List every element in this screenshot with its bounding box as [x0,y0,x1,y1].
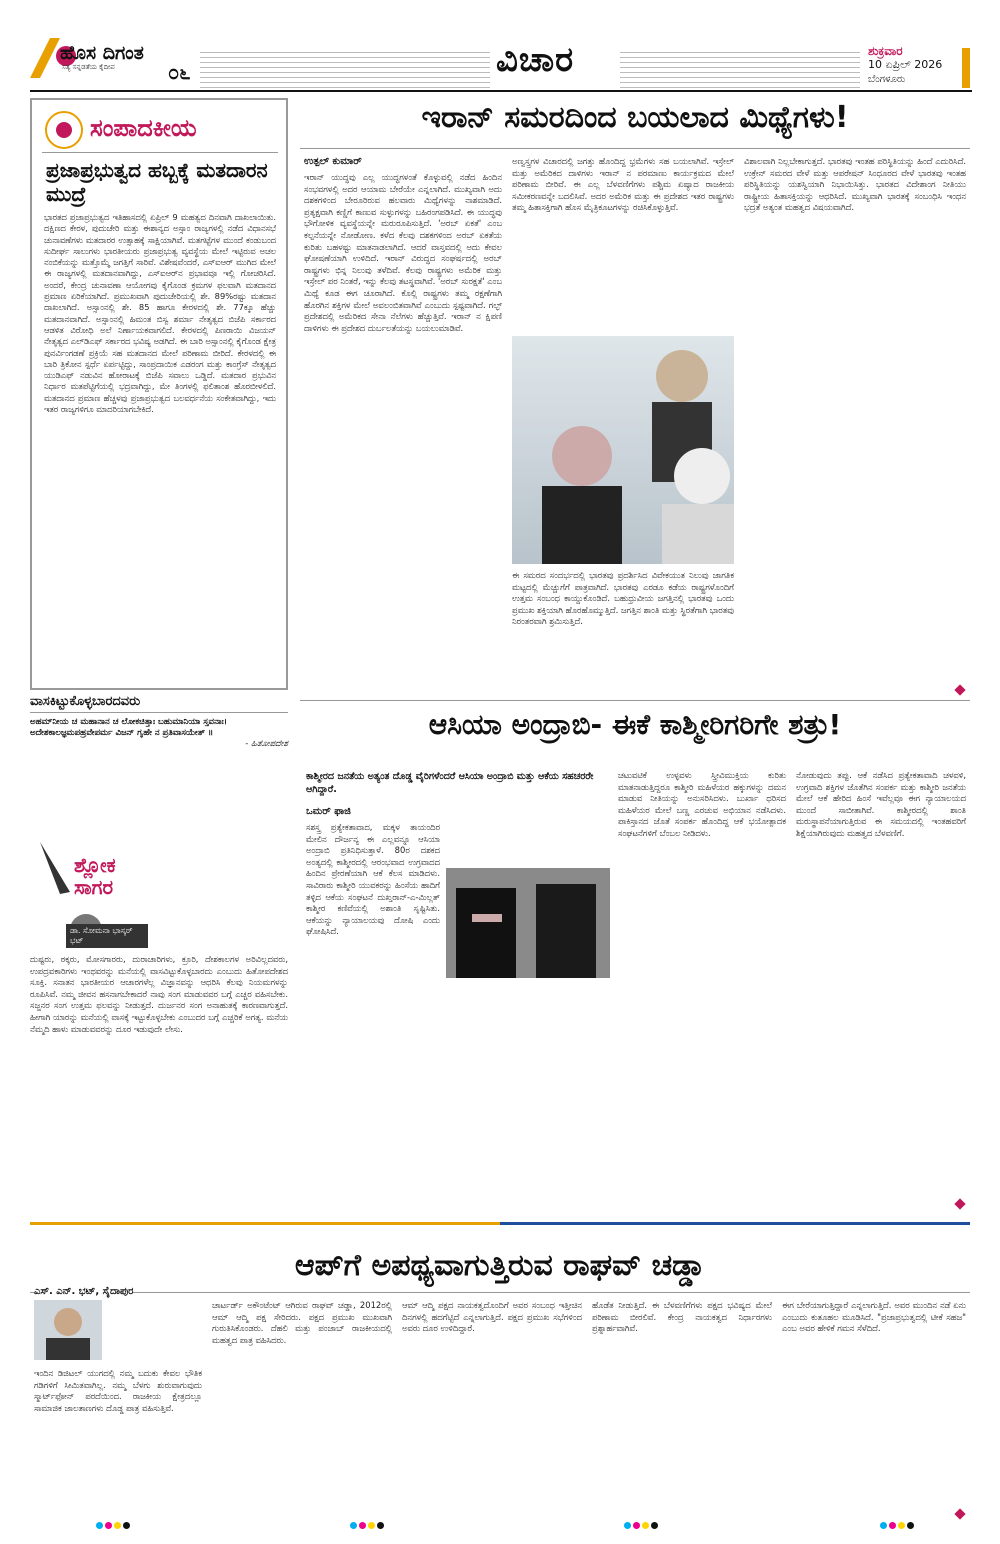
editorial-emblem-icon [44,110,84,150]
editorial-box [30,98,288,690]
page-number: ೦೬ [168,60,191,84]
mid-byline: ಒಮರ್ ಫಾಜಿ [306,806,351,817]
author-avatar-icon [34,1300,102,1360]
color-strip-right [500,1222,970,1225]
divider [300,148,970,149]
end-mark-icon [954,684,965,695]
author-photo [34,1300,102,1360]
main-col-3: ವಿಶಾಲವಾಗಿ ನಿಲ್ಲಬೇಕಾಗುತ್ತದೆ. ಭಾರತವು ಇಂತಹ ಪರಿಸ್ಥಿತಿಯನ್ನು ಹಿಂದೆ ಎದುರಿಸಿದೆ. ಉಕ್ರೇನ್ ಸಮರದ ವೇಳೆ ಮತ್ತು ಆಪರೇಷನ್ ಸಿಂಧೂರದ ವೇಳೆ ಭಾರತವು ಇಂತಹ ಪರಿಸ್ಥಿತಿಯನ್ನು ಯಶಸ್ವಿಯಾಗಿ ನಿಭಾಯಿಸಿತ್ತು. ಭಾರತದ ವಿದೇಶಾಂಗ ನೀತಿಯು ರಾಷ್ಟ್ರೀಯ ಹಿತಾಸಕ್ತಿಯನ್ನು ಆಧರಿಸಿದೆ. ಮುಖ್ಯವಾಗಿ ಭಾರತಕ್ಕೆ ಸಂಬಂಧಿಸಿ ಇಂಧನ ಭದ್ರತೆ ಅತ್ಯಂತ ಮಹತ್ವದ ವಿಷಯವಾಗಿದೆ. [744,156,966,213]
mid-subhead: ಕಾಶ್ಮೀರದ ಜನತೆಯ ಅತ್ಯಂತ ದೊಡ್ಡ ವೈರಿಗಳೆಂದರೆ ಆಸಿಯಾ ಅಂದ್ರಾಬಿ ಮತ್ತು ಆಕೆಯ ಸಹಚರರೇ ಆಗಿದ್ದಾರೆ. [306,771,594,795]
mid-image [446,868,610,978]
editorial-body: ಭಾರತದ ಪ್ರಜಾಪ್ರಭುತ್ವದ ಇತಿಹಾಸದಲ್ಲಿ ಏಪ್ರಿಲ್ 9 ಮಹತ್ವದ ದಿನವಾಗಿ ದಾಖಲಾಯಿತು. ದಕ್ಷಿಣದ ಕೇರಳ, ಪುದುಚೇರಿ ಮತ್ತು ಈಶಾನ್ಯದ ಅಸ್ಸಾಂ ರಾಜ್ಯಗಳಲ್ಲಿ ನಡೆದ ವಿಧಾನಸಭೆ ಚುನಾವಣೆಗಳು ಮತದಾರರ ಉತ್ಸಾಹಕ್ಕೆ ಸಾಕ್ಷಿಯಾಗಿವೆ. ಮತಗಟ್ಟೆಗಳ ಮುಂದೆ ಕಂಡುಬಂದ ಸುದೀರ್ಘ ಸಾಲುಗಳು ಭಾರತೀಯರು ಪ್ರಜಾಪ್ರಭುತ್ವ ವ್ಯವಸ್ಥೆಯ ಮೇಲೆ ಇಟ್ಟಿರುವ ಅಚಲ ನಂಬಿಕೆಯನ್ನು ಮತ್ತೊಮ್ಮೆ ಜಗತ್ತಿಗೆ ಸಾರಿವೆ. ವಿಶೇಷವೆಂದರೆ, ಎಸ್‌ಐಆರ್ ಮುಗಿದ ಮೇಲೆ ಈ ರಾಜ್ಯಗಳಲ್ಲಿ ಮತದಾನವಾಗಿದ್ದು, ಎಸ್‌ಐಆರ್‌ನ ಪ್ರಭಾವವೂ ಇಲ್ಲಿ ಗೋಚರಿಸಿದೆ. ಅಂದರೆ, ಕೇಂದ್ರ ಚುನಾವಣಾ ಆಯೋಗವು ಕೈಗೊಂಡ ಕ್ರಮಗಳ ಫಲವಾಗಿ ಮತದಾನದ ಪ್ರಮಾಣ ಏರಿಕೆಯಾಗಿದೆ. ಪ್ರಮುಖವಾಗಿ ಪುದುಚೇರಿಯಲ್ಲಿ ಶೇ. 89%ರಷ್ಟು ಮತದಾನ ದಾಖಲಾಗಿದೆ. ಅಸ್ಸಾಂನಲ್ಲಿ ಶೇ. 85 ಹಾಗೂ ಕೇರಳದಲ್ಲಿ ಶೇ. 77ಕ್ಕೂ ಹೆಚ್ಚು ಮತದಾನವಾಗಿದೆ. ಅಸ್ಸಾಂನಲ್ಲಿ ಹಿಮಂತ ಬಿಸ್ವ ಶರ್ಮಾ ನೇತೃತ್ವದ ಬಿಜೆಪಿ ಸರ್ಕಾರದ ಆಡಳಿತ ವಿರೋಧಿ ಅಲೆ ನಿರ್ಣಾಯಕವಾಗಲಿದೆ. ಕೇರಳದಲ್ಲಿ ಪಿಣರಾಯಿ ವಿಜಯನ್ ನೇತೃತ್ವದ ಎಲ್‌ಡಿಎಫ್ ಸರ್ಕಾರದ ಭವಿಷ್ಯ ಅಡಗಿದೆ. ಈ ಬಾರಿ ಅಸ್ಸಾಂನಲ್ಲಿ ಕೈಗೊಂಡ ಕ್ಷೇತ್ರ ಪುನರ್ವಿಂಗಡಣೆ ಪ್ರಕ್ರಿಯೆ ಸಹ ಮತದಾನದ ಮೇಲೆ ಪರಿಣಾಮ ಬೀರಿದೆ. ಕೇರಳದಲ್ಲಿ ಈ ಬಾರಿ ತ್ರಿಕೋನ ಸ್ಪರ್ಧೆ ಏರ್ಪಟ್ಟಿದ್ದು, ಸಾಂಪ್ರದಾಯಿಕ ಎಡರಂಗ ಮತ್ತು ಕಾಂಗ್ರೆಸ್ ನೇತೃತ್ವದ ಯುಡಿಎಫ್ ನಡುವಿನ ಹೋರಾಟಕ್ಕೆ ಬಿಜೆಪಿ ಸವಾಲು ಒಡ್ಡಿದೆ. ಮತದಾರ ಪ್ರಭುವಿನ ನಿರ್ಧಾರ ಮತಪೆಟ್ಟಿಗೆಯಲ್ಲಿ ಭದ್ರವಾಗಿದ್ದು, ಮೇ ತಿಂಗಳಲ್ಲಿ ಫಲಿತಾಂಶ ಹೊರಬೀಳಲಿದೆ. ಮತದಾನದ ಪ್ರಮಾಣ ಹೆಚ್ಚಳವು ಪ್ರಜಾಪ್ರಭುತ್ವದ ಬಲವರ್ಧನೆಯ ಸಂಕೇತವಾಗಿದ್ದು, ಇದು ಇತರ ರಾಜ್ಯಗಳಿಗೂ ಮಾದರಿಯಾಗಬೇಕಿದೆ. [44,212,276,415]
main-headline: ಇರಾನ್ ಸಮರದಿಂದ ಬಯಲಾದ ಮಿಥ್ಯೆಗಳು! [421,100,849,135]
date-day: ಶುಕ್ರವಾರ [868,44,903,58]
shloka-body: ದುಷ್ಟರು, ಠಕ್ಕರು, ಮೋಸಗಾರರು, ದುರಾಚಾರಿಗಳು, ಕ್ರೂರಿ, ದೇಶಕಾಲಗಳ ಅರಿವಿಲ್ಲದವರು, ಉಪದ್ರವಕಾರಿಗಳು ಇಂಥವರನ್ನು ಮನೆಯಲ್ಲಿ ವಾಸವಿಟ್ಟುಕೊಳ್ಳಬಾರದು ಎಂಬುದು ಹಿತೋಪದೇಶದ ಸೂಕ್ತಿ. ಸನಾತನ ಭಾರತೀಯರ ಆಚಾರಗಳೆಲ್ಲ ವಿಜ್ಞಾನವನ್ನು ಆಧರಿಸಿ ಕೆಲವು ನಿಯಮಗಳನ್ನು ರೂಪಿಸಿವೆ. ನಮ್ಮ ಜೀವನ ಹಸನಾಗಬೇಕಾದರೆ ನಾವು ಸಂಗ ಮಾಡುವವರ ಬಗ್ಗೆ ಎಚ್ಚರ ವಹಿಸಬೇಕು. ಸಜ್ಜನರ ಸಂಗ ಉತ್ತಮ ಫಲವನ್ನು ನೀಡುತ್ತದೆ. ದುರ್ಜನರ ಸಂಗ ಅನಾಹುತಕ್ಕೆ ಕಾರಣವಾಗುತ್ತದೆ. ಹೀಗಾಗಿ ಯಾರನ್ನು ಮನೆಯಲ್ಲಿ ವಾಸಕ್ಕೆ ಇಟ್ಟುಕೊಳ್ಳಬೇಕು ಎಂಬುದರ ಬಗ್ಗೆ ಎಚ್ಚರಿಕೆ ಅಗತ್ಯ. ಮನೆಯ ನೆಮ್ಮದಿ ಹಾಳು ಮಾಡುವವರನ್ನು ದೂರ ಇಡುವುದೇ ಲೇಸು. [30,954,288,1034]
main-col-2: ಅಣ್ವಸ್ತ್ರಗಳ ವಿಚಾರದಲ್ಲಿ ಜಗತ್ತು ಹೊಂದಿದ್ದ ಭ್ರಮೆಗಳು ಸಹ ಬಯಲಾಗಿವೆ. ಇಸ್ರೇಲ್ ಮತ್ತು ಅಮೆರಿಕದ ದಾಳಿಗಳು ಇರಾನ್ ನ ಪರಮಾಣು ಕಾರ್ಯಕ್ರಮದ ಮೇಲೆ ಪರಿಣಾಮ ಬೀರಿವೆ. ಈ ಎಲ್ಲ ಬೆಳವಣಿಗೆಗಳು ಪಶ್ಚಿಮ ಏಷ್ಯಾದ ರಾಜಕೀಯ ಸಮೀಕರಣವನ್ನೇ ಬದಲಿಸಿವೆ. ಅದರ ಅಮೆರಿಕ ಮತ್ತು ಈ ಪ್ರದೇಶದ ಇತರ ರಾಷ್ಟ್ರಗಳು ತಮ್ಮ ಹಿತಾಸಕ್ತಿಗಾಗಿ ಹೊಸ ಮೈತ್ರಿಕೂಟಗಳನ್ನು ರಚಿಸಿಕೊಳ್ಳುತ್ತಿವೆ. [512,156,734,213]
masthead-rule [30,90,972,92]
mid-col-1: ಸಶಸ್ತ್ರ ಪ್ರತ್ಯೇಕತಾವಾದ, ಮಕ್ಕಳ ತಾಯಂದಿರ ಮೇಲಿನ ದೌರ್ಜನ್ಯ ಈ ಎಲ್ಲವನ್ನೂ ಆಸಿಯಾ ಅಂದ್ರಾಬಿ ಪ್ರತಿನಿಧಿಸುತ್ತಾಳೆ. 80ರ ದಶಕದ ಅಂತ್ಯದಲ್ಲಿ ಕಾಶ್ಮೀರದಲ್ಲಿ ಆರಂಭವಾದ ಉಗ್ರವಾದದ ಹಿಂದಿನ ಪ್ರೇರಣೆಯಾಗಿ ಆಕೆ ಕೆಲಸ ಮಾಡಿದಳು. ಸಾವಿರಾರು ಕಾಶ್ಮೀರಿ ಯುವಕರನ್ನು ಹಿಂಸೆಯ ಹಾದಿಗೆ ತಳ್ಳಿದ ಆಕೆಯ ಸಂಘಟನೆ ದುಖ್ತರಾನ್-ಎ-ಮಿಲ್ಲತ್ ಕಾಶ್ಮೀರ ಕಣಿವೆಯಲ್ಲಿ ಅಶಾಂತಿ ಸೃಷ್ಟಿಸಿತು. ಆಕೆಯನ್ನು ನ್ಯಾಯಾಲಯವು ದೋಷಿ ಎಂದು ಘೋಷಿಸಿದೆ. [306,822,440,937]
bottom-col-5: ಈಗ ಬೇರೆಯಾಗುತ್ತಿದ್ದಾರೆ ಎನ್ನಲಾಗುತ್ತಿದೆ. ಅವರ ಮುಂದಿನ ನಡೆ ಏನು ಎಂಬುದು ಕುತೂಹಲ ಮೂಡಿಸಿದೆ. "ಪ್ರಜಾಪ್ರಭುತ್ವದಲ್ಲಿ ಟೀಕೆ ಸಹಜ" ಎಂಬ ಅವರ ಹೇಳಿಕೆ ಗಮನ ಸೆಳೆದಿದೆ. [782,1300,966,1334]
shloka-quote: ಅಹಮ್‌ನೀಯ ಚ ಮಹಾನಾನ ಚ ಲೋಕಚಿತ್ತಾಃ ಬಹುಮಾನಿಯಾ ಸ್ತವನಾಃ। ಅದೇಶಕಾಲಜ್ಞಮಪಹ್ರವೇಪರ್ಮ ವಿಜನ್ ಗೃಹೇ ನ ಪ್ರತಿವಾಸಯೇತ್ ॥ [30,717,228,738]
color-strip-left [30,1222,500,1225]
columnist-name: ಡಾ. ಸೋಮನಾ ಭಾಸ್ಕರ್ ಭಟ್ [66,924,148,948]
end-mark-icon [954,1198,965,1209]
bottom-col-1: ಇಂದಿನ ಡಿಜಿಟಲ್ ಯುಗದಲ್ಲಿ ನಮ್ಮ ಬದುಕು ಕೇವಲ ಭೌತಿಕ ಗಡಿಗಳಿಗೆ ಸೀಮಿತವಾಗಿಲ್ಲ. ನಮ್ಮ ಬೆಳಗು ಶುರುವಾಗುವುದು ಸ್ಮಾರ್ಟ್‌ಫೋನ್ ಪರದೆಯಿಂದ. ರಾಜಕೀಯ ಕ್ಷೇತ್ರದಲ್ಲೂ ಸಾಮಾಜಿಕ ಜಾಲತಾಣಗಳು ದೊಡ್ಡ ಪಾತ್ರ ವಹಿಸುತ್ತಿವೆ. [34,1368,202,1413]
registration-marks [624,1522,660,1531]
divider [30,1292,970,1293]
shloka-label: ಶ್ಲೋಕ ಸಾಗರ [74,853,116,899]
logo-text: ಹೊಸ ದಿಗಂತ [60,42,144,64]
bottom-col-3: ಆಮ್ ಆದ್ಮಿ ಪಕ್ಷದ ನಾಯಕತ್ವದೊಂದಿಗೆ ಅವರ ಸಂಬಂಧ ಇತ್ತೀಚಿನ ದಿನಗಳಲ್ಲಿ ಹದಗೆಟ್ಟಿದೆ ಎನ್ನಲಾಗುತ್ತಿದೆ. ಪಕ್ಷದ ಪ್ರಮುಖ ಸಭೆಗಳಿಂದ ಅವರು ದೂರ ಉಳಿದಿದ್ದಾರೆ. [402,1300,582,1334]
date-full: 10 ಏಪ್ರಿಲ್ 2026 [868,58,943,71]
mid-headline: ಆಸಿಯಾ ಅಂದ್ರಾಬಿ- ಈಕೆ ಕಾಶ್ಮೀರಿಗರಿಗೇ ಶತ್ರು! [428,708,842,741]
section-title: ವಿಚಾರ [496,40,575,80]
editorial-header: ಸಂಪಾದಕೀಯ [90,114,197,142]
bottom-col-4: ಹೊಡೆತ ನೀಡುತ್ತಿದೆ. ಈ ಬೆಳವಣಿಗೆಗಳು ಪಕ್ಷದ ಭವಿಷ್ಯದ ಮೇಲೆ ಪರಿಣಾಮ ಬೀರಲಿವೆ. ಕೇಂದ್ರ ನಾಯಕತ್ವದ ನಿರ್ಧಾರಗಳು ಪ್ರಶ್ನಾರ್ಹವಾಗಿವೆ. [592,1300,772,1334]
main-image [512,336,734,564]
registration-marks [350,1522,386,1531]
leaders-photo-icon [512,336,734,564]
main-byline: ಉತ್ಪಲ್ ಕುಮಾರ್ [304,156,362,167]
shloka-author: - ಹಿತೋಪದೇಶ [245,739,288,749]
hatch-decoration-right [620,48,860,88]
main-col-bottom: ಈ ಸಮರದ ಸಂದರ್ಭದಲ್ಲಿ ಭಾರತವು ಪ್ರದರ್ಶಿಸಿದ ವಿವೇಕಯುತ ನಿಲುವು ಜಾಗತಿಕ ಮಟ್ಟದಲ್ಲಿ ಮೆಚ್ಚುಗೆಗೆ ಪಾತ್ರವಾಗಿದೆ. ಭಾರತವು ಎರಡೂ ಕಡೆಯ ರಾಷ್ಟ್ರಗಳೊಂದಿಗೆ ಉತ್ತಮ ಸಂಬಂಧ ಕಾಯ್ದುಕೊಂಡಿದೆ. ಬಹುಧ್ರುವೀಯ ಜಗತ್ತಿನಲ್ಲಿ ಭಾರತವು ಒಂದು ಪ್ರಮುಖ ಶಕ್ತಿಯಾಗಿ ಹೊರಹೊಮ್ಮುತ್ತಿದೆ. ಜಗತ್ತಿನ ಶಾಂತಿ ಮತ್ತು ಸ್ಥಿರತೆಗಾಗಿ ಭಾರತವು ನಿರಂತರವಾಗಿ ಶ್ರಮಿಸುತ್ತಿದೆ. [512,570,734,627]
bottom-headline: ಆಪ್‌ಗೆ ಅಪಥ್ಯವಾಗುತ್ತಿರುವ ರಾಘವ್ ಚಡ್ಡಾ [294,1248,706,1283]
divider [42,152,278,153]
edge-tab [962,48,970,88]
main-col-1: ಇರಾನ್ ಯುದ್ಧವು ಎಲ್ಲ ಯುದ್ಧಗಳಂತೆ ಕೊಳ್ಳುವಲ್ಲಿ ನಡೆದ ಹಿಂದಿನ ಸಂಭವಗಳಲ್ಲಿ ಅದರ ಆಯಾಮ ಬೇರೆಯೇ ಎನ್ನಲಾಗಿದೆ. ಮುಖ್ಯವಾಗಿ ಅದು ದಶಕಗಳಿಂದ ಬೇರೂರಿರುವ ಹಲವಾರು ಮಿಥ್ಯೆಗಳನ್ನು ನಾಶಮಾಡಿದೆ. ಪ್ರತ್ಯಕ್ಷವಾಗಿ ಕಣ್ಣಿಗೆ ಕಾಣುವ ಸುಳ್ಳುಗಳನ್ನು ಬಹಿರಂಗಪಡಿಸಿದೆ. ಈ ಯುದ್ಧವು ಭೌಗೋಳಿಕ ವ್ಯವಸ್ಥೆಯನ್ನೇ ಮರುರೂಪಿಸುತ್ತಿದೆ. 'ಅರಬ್ ಏಕತೆ' ಎಂಬ ಕಲ್ಪನೆಯನ್ನೇ ನೋಡೋಣ. ಕಳೆದ ಕೆಲವು ದಶಕಗಳಿಂದ ಅರಬ್ ಏಕತೆಯ ಕುರಿತು ಬಹಳಷ್ಟು ಮಾತನಾಡಲಾಗಿದೆ. ಆದರೆ ವಾಸ್ತವದಲ್ಲಿ ಅದು ಕೇವಲ ಘೋಷಣೆಯಾಗಿ ಉಳಿದಿದೆ. ಇರಾನ್ ವಿರುದ್ಧದ ಸಂಘರ್ಷದಲ್ಲಿ ಅರಬ್ ರಾಷ್ಟ್ರಗಳು ಭಿನ್ನ ನಿಲುವು ತಳೆದಿವೆ. ಕೆಲವು ರಾಷ್ಟ್ರಗಳು ಅಮೆರಿಕ ಮತ್ತು ಇಸ್ರೇಲ್ ಪರ ನಿಂತರೆ, ಇನ್ನು ಕೆಲವು ತಟಸ್ಥವಾಗಿವೆ. 'ಅರಬ್ ಸುರಕ್ಷತೆ' ಎಂಬ ಮಿಥ್ಯೆ ಕೂಡ ಈಗ ಚೂರಾಗಿದೆ. ಕೊಲ್ಲಿ ರಾಷ್ಟ್ರಗಳು ತಮ್ಮ ರಕ್ಷಣೆಗಾಗಿ ಹೊರಗಿನ ಶಕ್ತಿಗಳ ಮೇಲೆ ಅವಲಂಬಿತವಾಗಿವೆ ಎಂಬುದು ಸ್ಪಷ್ಟವಾಗಿದೆ. ಗಲ್ಫ್ ಪ್ರದೇಶದಲ್ಲಿ ಅಮೆರಿಕದ ಸೇನಾ ನೆಲೆಗಳು ಹೆಚ್ಚುತ್ತಿವೆ. ಇರಾನ್ ನ ಕ್ಷಿಪಣಿ ದಾಳಿಗಳು ಈ ಪ್ರದೇಶದ ದುರ್ಬಲತೆಯನ್ನು ಬಯಲುಮಾಡಿವೆ. [304,172,502,333]
logo-tagline: ಸತ್ಯ ಸನ್ನಡತೆಯ ಕೈದೀಪ [62,63,115,71]
date-city: ಬೆಂಗಳೂರು [868,74,906,85]
shloka-title: ವಾಸಕಿಟ್ಟುಕೊಳ್ಳಬಾರದವರು [30,694,288,713]
hatch-decoration [200,48,490,88]
registration-marks [880,1522,916,1531]
masthead [0,0,1000,92]
shloka-column [30,694,288,1204]
mid-col-3: ನೋಡುವುದು ತಪ್ಪು. ಆಕೆ ನಡೆಸಿದ ಪ್ರತ್ಯೇಕತಾವಾದಿ ಚಳವಳಿ, ಉಗ್ರವಾದಿ ಶಕ್ತಿಗಳ ಜೊತೆಗಿನ ಸಂಪರ್ಕ ಮತ್ತು ಕಾಶ್ಮೀರಿ ಜನತೆಯ ಮೇಲೆ ಆಕೆ ಹೇರಿದ ಹಿಂಸೆ ಇವೆಲ್ಲವೂ ಈಗ ನ್ಯಾಯಾಲಯದ ಮುಂದೆ ಸಾಬೀತಾಗಿವೆ. ಕಾಶ್ಮೀರದಲ್ಲಿ ಶಾಂತಿ ಮರುಸ್ಥಾಪನೆಯಾಗುತ್ತಿರುವ ಈ ಸಮಯದಲ್ಲಿ ಇಂತಹವರಿಗೆ ಶಿಕ್ಷೆಯಾಗಿರುವುದು ಮಹತ್ವದ ಬೆಳವಣಿಗೆ. [796,770,966,838]
mid-col-2: ಚಟುವಟಿಕೆ ಉಳ್ಳವಳು ಸ್ತ್ರೀವಿಮುಕ್ತಿಯ ಕುರಿತು ಮಾತನಾಡುತ್ತಿದ್ದರೂ ಕಾಶ್ಮೀರಿ ಮಹಿಳೆಯರ ಹಕ್ಕುಗಳನ್ನು ದಮನ ಮಾಡುವ ನೀತಿಯನ್ನು ಅನುಸರಿಸಿದಳು. ಬುರ್ಖಾ ಧರಿಸದ ಮಹಿಳೆಯರ ಮೇಲೆ ಬಣ್ಣ ಎರಚುವ ಅಭಿಯಾನ ನಡೆಸಿದಳು. ಪಾಕಿಸ್ತಾನದ ಜೊತೆ ಸಂಪರ್ಕ ಹೊಂದಿದ್ದ ಆಕೆ ಭಯೋತ್ಪಾದಕ ಸಂಘಟನೆಗಳಿಗೆ ಬೆಂಬಲ ನೀಡಿದಳು. [618,770,786,838]
editorial-title: ಪ್ರಜಾಪ್ರಭುತ್ವದ ಹಬ್ಬಕ್ಕೆ ಮತದಾರನ ಮುದ್ರೆ [46,158,268,206]
bottom-byline: ಎಸ್. ಎನ್. ಭಟ್, ಸೈದಾಪುರ [34,1286,134,1297]
divider [300,700,970,701]
portrait-photo-icon [446,868,610,978]
shloka-badge [30,832,148,950]
bottom-col-2: ಚಾರ್ಟರ್ಡ್ ಅಕೌಂಟೆಂಟ್ ಆಗಿರುವ ರಾಘವ್ ಚಡ್ಡಾ, 2012ರಲ್ಲಿ ಆಮ್ ಆದ್ಮಿ ಪಕ್ಷ ಸೇರಿದರು. ಪಕ್ಷದ ಪ್ರಮುಖ ಮುಖವಾಗಿ ಗುರುತಿಸಿಕೊಂಡರು. ದೆಹಲಿ ಮತ್ತು ಪಂಜಾಬ್ ರಾಜಕೀಯದಲ್ಲಿ ಮಹತ್ವದ ಪಾತ್ರ ವಹಿಸಿದರು. [212,1300,392,1345]
registration-marks [96,1522,132,1531]
